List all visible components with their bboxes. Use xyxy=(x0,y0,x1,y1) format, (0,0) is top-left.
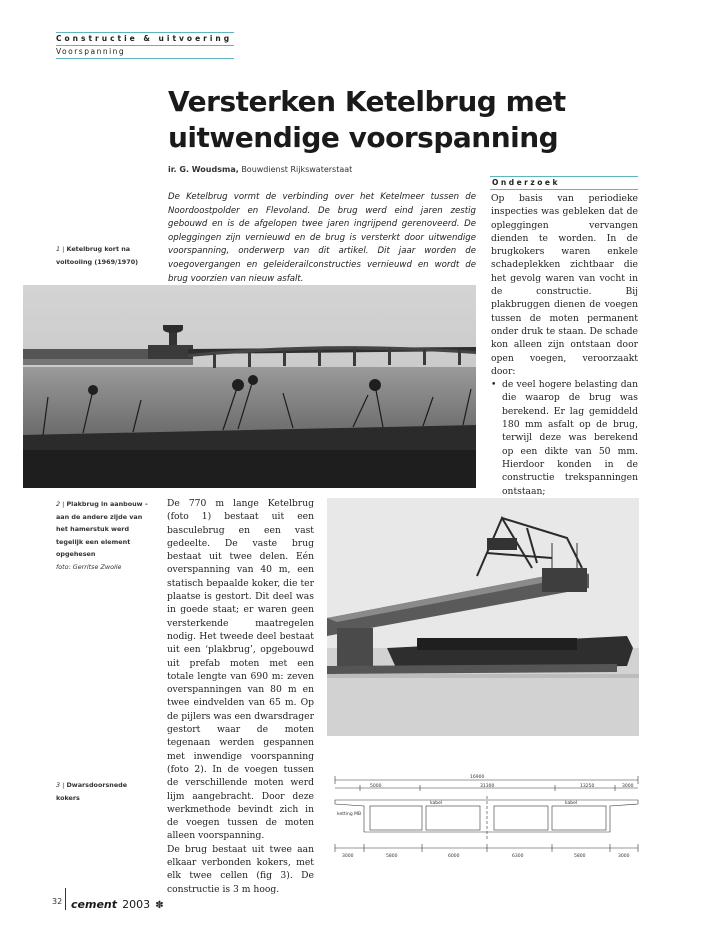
subsection-label: Voorspanning xyxy=(56,47,126,56)
caption-text: Dwarsdoorsnede kokers xyxy=(56,781,128,802)
caption-photo-2 xyxy=(56,498,152,573)
bullet-item: • de veel hogere belasting dan die waarop de brug was berekend. Er lag gemiddeld 180 mm asfalt op de brug, terwijl deze was berekend op een dikte van 50 mm. Hierdoor konden in de constructie trekspanningen ontstaan; xyxy=(491,378,638,498)
dimension-label: 6300 xyxy=(512,854,524,859)
annotation-label: kabel xyxy=(430,801,443,806)
magazine-masthead xyxy=(71,893,164,912)
caption-credit: foto: Gerritse Zwolle xyxy=(56,562,122,571)
caption-text: Plakbrug in aanbouw – aan de andere zijde van het hamerstuk werd tegelijk een element opgehesen xyxy=(56,500,148,558)
body-paragraph: De 770 m lange Ketelbrug (foto 1) bestaat uit een basculebrug en een vast gedeelte. De vaste brug bestaat uit twee delen. Eén overspanning van 40 m, een statisch bepaalde koker, die ter plaatse is gestort. Dit deel was in goede staat; er waren geen versterkende maatregelen nodig. Het tweede deel bestaat uit een ‘plakbrug’, opgebouwd uit prefab moten met een totale lengte van 690 m: zeven overspanningen van 80 m en twee eindvelden van 65 m. Op de pijlers was een dwarsdrager gestort waar de moten tegenaan werden gespannen met inwendige voorspanning (foto 2). In de voegen tussen de verschillende moten werd lijm aangebracht. Door deze werkmethode bevindt zich in de voegen tussen de moten alleen voorspanning. xyxy=(167,498,314,842)
caption-number: 3 | xyxy=(56,781,65,789)
article-intro: De Ketelbrug vormt de verbinding over het Ketelmeer tussen de Noordoostpolder en Flevoland. De brug werd eind jaren zestig gebouwd en is de afgelopen twee jaren ingrijpend gerenoveerd. De opleggingen zijn vernieuwd en de brug is versterkt door uitwendige voorspanning, onderwerp van dit artikel. Dit jaar worden de voegovergangen en geleiderailconstructies vernieuwd en wordt de brug voorzien van nieuw asfalt. xyxy=(168,192,476,284)
figure-cross-section xyxy=(330,770,642,860)
footer-divider xyxy=(65,888,66,910)
magazine-name: cement xyxy=(71,898,117,911)
author-line xyxy=(168,165,352,174)
dimension-label: 5000 xyxy=(370,784,382,789)
section-label: Constructie & uitvoering xyxy=(56,34,233,43)
dimension-label: 3000 xyxy=(342,854,354,859)
dimension-label: 3000 xyxy=(618,854,630,859)
article-body xyxy=(167,497,314,896)
dimension-label: 3000 xyxy=(622,784,634,789)
caption-number: 2 | xyxy=(56,500,65,508)
caption-photo-1 xyxy=(56,243,146,268)
flower-icon: ✽ xyxy=(155,900,164,911)
author-org: Bouwdienst Rijkswaterstaat xyxy=(241,165,353,174)
dimension-label: 31300 xyxy=(480,784,495,789)
photo-ketelbrug-image xyxy=(23,285,476,488)
magazine-year: 2003 xyxy=(122,898,151,911)
dimension-label: 13250 xyxy=(580,784,595,789)
article-title-line1: Versterken Ketelbrug met xyxy=(168,85,566,118)
photo-plakbrug-image xyxy=(327,498,639,736)
dimension-label: 6000 xyxy=(448,854,460,859)
annotation-label: ketting MB xyxy=(337,812,362,817)
cross-section-drawing xyxy=(330,770,642,860)
caption-text: Ketelbrug kort na voltooiing (1969/1970) xyxy=(56,245,139,266)
dimension-label: 16900 xyxy=(470,775,485,780)
photo-plakbrug xyxy=(327,498,639,736)
article-title xyxy=(168,84,608,156)
author-name: ir. G. Woudsma, xyxy=(168,165,239,174)
article-title-line2: uitwendige voorspanning xyxy=(168,121,559,154)
caption-number: 1 | xyxy=(56,245,65,253)
dimension-label: 5800 xyxy=(574,854,586,859)
caption-figure-3 xyxy=(56,779,152,804)
dimension-label: 5800 xyxy=(386,854,398,859)
body-paragraph: De brug bestaat uit twee aan elkaar verbonden kokers, met elk twee cellen (fig 3). De constructie is 3 m hoog. xyxy=(167,843,314,895)
sidebar-paragraph: Op basis van periodieke inspecties was gebleken dat de opleggingen vervangen dienden te worden. In de brugkokers waren enkele schadeplekken zichtbaar die het gevolg waren van vocht in de constructie. Bij plakbruggen dienen de voegen tussen de moten permanent onder druk te staan. De schade kon alleen zijn ontstaan door open voegen, veroorzaakt door: xyxy=(491,193,638,377)
annotation-label: kabel xyxy=(565,801,578,806)
photo-ketelbrug xyxy=(23,285,476,488)
sidebar-heading: Onderzoek xyxy=(492,178,560,187)
page-number: 32 xyxy=(52,897,63,906)
